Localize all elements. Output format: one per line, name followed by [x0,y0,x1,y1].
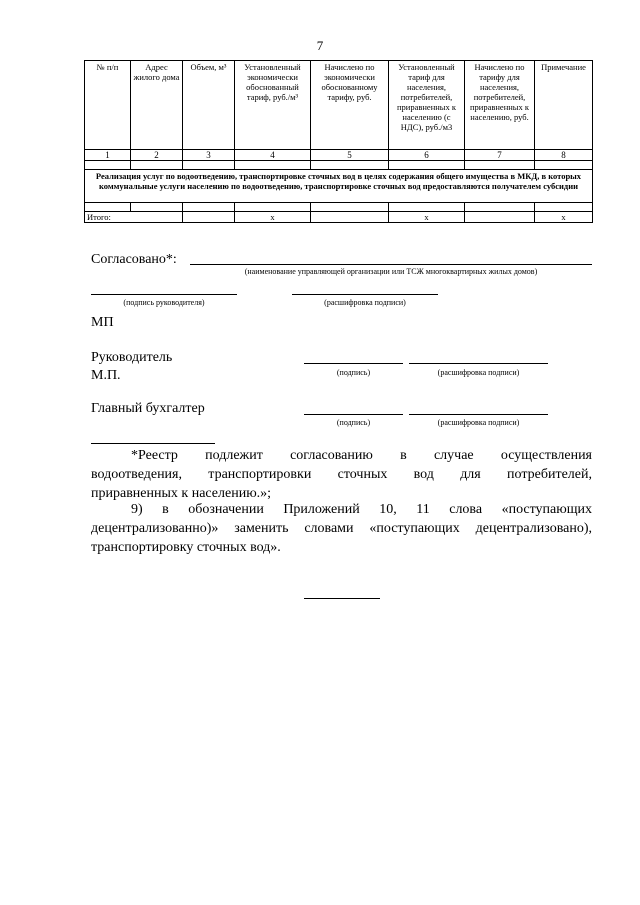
approval-line [190,264,592,265]
table-header-row [85,61,593,150]
total-cell [183,212,235,223]
accountant-decode-caption: (расшифровка подписи) [437,418,520,427]
footnote-separator [91,443,215,444]
signature-line [91,294,237,295]
stamp-label: МП [91,315,114,330]
total-cell: x [235,212,311,223]
column-number: 5 [311,150,389,161]
total-cell [465,212,535,223]
header-cell: Начислено по тарифу для населения, потребителей, приравненных к населению, руб. [465,61,535,150]
column-number-row [85,150,593,161]
column-number: 6 [389,150,465,161]
footnote-line-2: водоотведения, транспортировки сточных вод для потребителей, [91,467,592,482]
director-stamp-label: М.П. [91,368,121,383]
header-cell: Адрес жилого дома [131,61,183,150]
registry-table [84,60,593,223]
page-number: 7 [316,38,324,53]
total-cell [311,212,389,223]
column-number: 3 [183,150,235,161]
total-label: Итого: [85,212,183,223]
director-decode-line [409,363,548,364]
footnote-line-3: приравненных к населению.»; [91,486,272,501]
column-number: 1 [85,150,131,161]
decode-caption: (расшифровка подписи) [324,298,406,307]
total-cell: x [535,212,593,223]
total-cell: x [389,212,465,223]
blank-row [85,161,593,170]
column-number: 4 [235,150,311,161]
header-cell: Примечание [535,61,593,150]
director-label: Руководитель [91,350,173,365]
total-row [85,212,593,223]
footnote-line-1: *Реестр подлежит согласованию в случае осуществления [131,448,592,463]
accountant-sign-line [304,414,403,415]
header-cell: Начислено по экономически обоснованному тарифу, руб. [311,61,389,150]
blank-row [85,203,593,212]
signature-caption: (подпись руководителя) [123,298,205,307]
director-decode-caption: (расшифровка подписи) [437,368,520,377]
end-line [304,598,380,599]
decode-line [292,294,438,295]
column-number: 2 [131,150,183,161]
approval-label: Согласовано*: [91,252,177,267]
accountant-sign-caption: (подпись) [336,418,371,427]
section-row [85,170,593,203]
item9-line-2: децентрализованно)» заменить словами «поступающих децентрализовано), [91,521,592,536]
director-sign-caption: (подпись) [336,368,371,377]
approval-caption: (наименование управляющей организации или ТСЖ многоквартирных жилых домов) [244,267,538,276]
item9-line-3: транспортировку сточных вод». [91,540,281,555]
accountant-decode-line [409,414,548,415]
column-number: 7 [465,150,535,161]
section-title: Реализация услуг по водоотведению, транспортировке сточных вод в целях содержания общего имущества в МКД, в которых коммунальные услуги населению по водоотведению, транспортировке сточных вод предоставляются получателем субсидии [85,170,593,203]
column-number: 8 [535,150,593,161]
header-cell: № п/п [85,61,131,150]
director-sign-line [304,363,403,364]
accountant-label: Главный бухгалтер [91,401,205,416]
header-cell: Установленный тариф для населения, потребителей, приравненных к населению (с НДС), руб./м3 [389,61,465,150]
header-cell: Объем, м³ [183,61,235,150]
header-cell: Установленный экономически обоснованный тариф, руб./м³ [235,61,311,150]
item9-line-1: 9) в обозначении Приложений 10, 11 слова «поступающих [131,502,592,517]
